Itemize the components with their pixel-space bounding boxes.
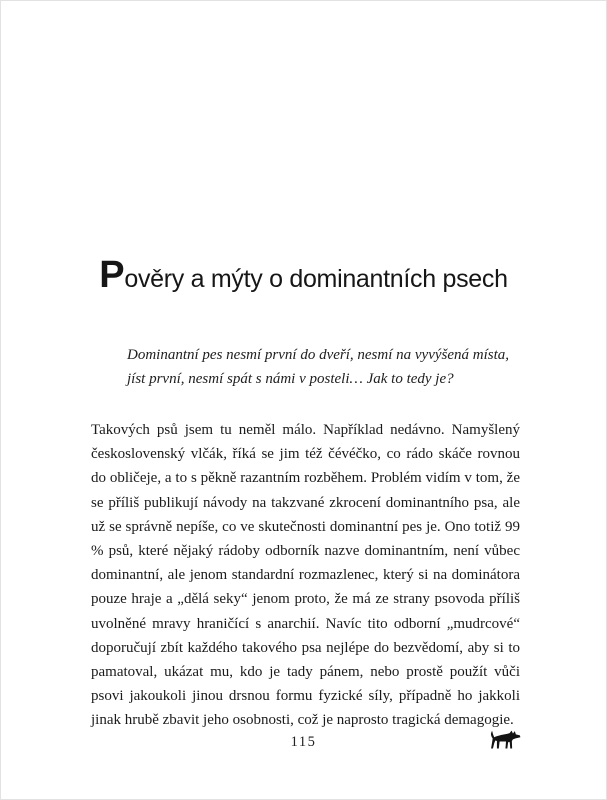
body-paragraph: Takových psů jsem tu neměl málo. Například nedávno. Namyšlený československý vlčák, říká se jim též čévéčko, co rádo skáče rovnou do obličeje, a to s pěkně razantním rozběhem. Problém vidím v tom, že se příliš publikují návody na takzvané zkrocení dominantního psa, ale už se správně nepíše, co ve skutečnosti dominantní pes je. Ono totiž 99 % psů, které nějaký rádoby odborník nazve dominantním, není vůbec dominantní, ale jenom standardní rozmazlenec, který si na dominátora pouze hraje a „dělá seky“ jenom proto, že má ze strany psovoda příliš uvolněné mravy hraničící s anarchií. Navíc tito odborní „mudrcové“ doporučují zbít každého takového psa nejlépe do bezvědomí, aby si to pamatoval, ukázat mu, kdo je tady pánem, nebo prostě použít vůči psovi jakoukoli jinou drsnou formu fyzické síly, případně ho jakkoli jinak hrubě zbavit jeho osobnosti, což je naprosto tragická demagogie. (91, 422, 520, 729)
chapter-title (1, 255, 606, 299)
page-number: 115 (290, 734, 317, 750)
chapter-title-rest: ověry a mýty o dominantních psech (124, 265, 508, 293)
dog-silhouette-icon (490, 730, 522, 752)
epigraph: Dominantní pes nesmí první do dveří, nesmí na vyvýšená místa, jíst první, nesmí spát s námi v posteli… Jak to tedy je? (127, 347, 510, 387)
chapter-title-initial: P (99, 254, 125, 296)
page-footer (1, 729, 606, 753)
